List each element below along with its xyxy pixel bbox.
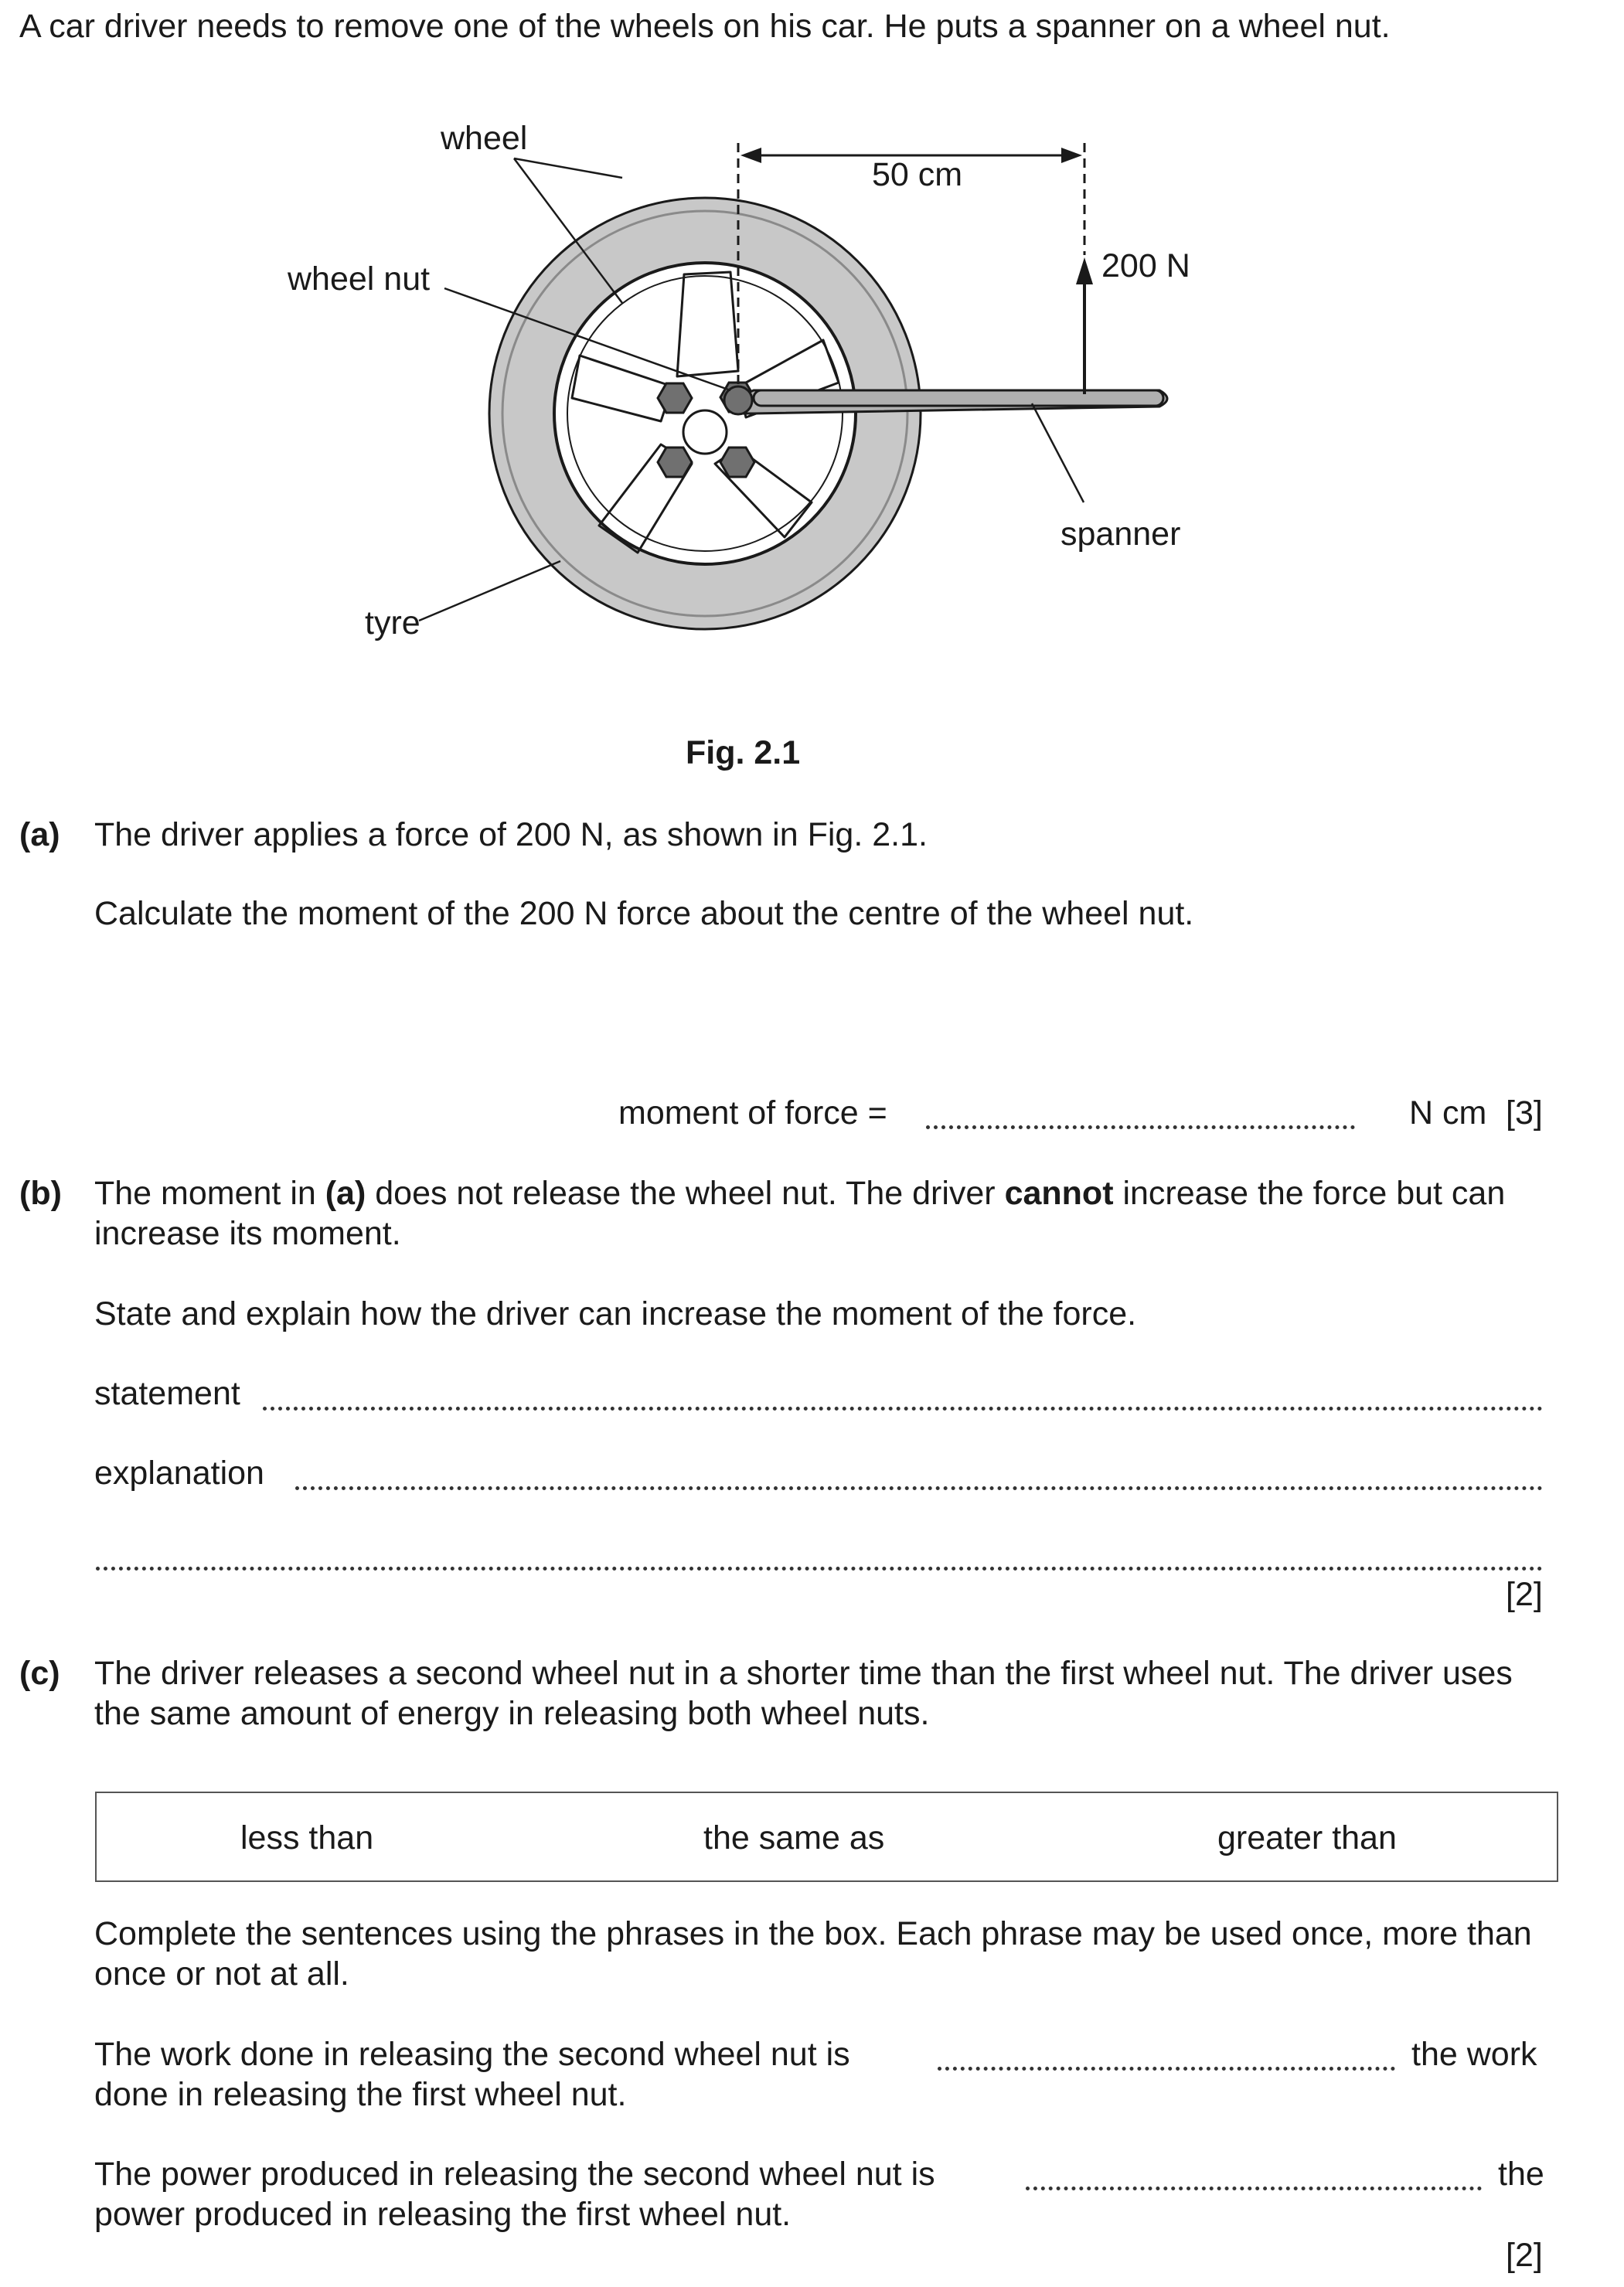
- statement-field[interactable]: [263, 1407, 1543, 1411]
- part-b-marks: [2]: [1506, 1576, 1543, 1613]
- label-wheel-nut: wheel nut: [288, 260, 431, 298]
- part-a-marks: [3]: [1506, 1094, 1543, 1132]
- part-c-intro: The driver releases a second wheel nut in a shorter time than the first wheel nut. The driver uses the same amount of energy in releasing both wheel nuts.: [94, 1655, 1513, 1732]
- phrase-greater-than: greater than: [1217, 1819, 1397, 1856]
- label-distance: 50 cm: [872, 156, 963, 193]
- sentence1-end: the work: [1411, 2036, 1537, 2073]
- part-a-letter: (a): [19, 816, 60, 853]
- explanation-field-line2[interactable]: [96, 1567, 1543, 1571]
- part-b-letter: (b): [19, 1175, 62, 1212]
- hub-center: [683, 410, 727, 454]
- figure-caption: Fig. 2.1: [686, 734, 801, 771]
- label-wheel: wheel: [441, 120, 528, 157]
- sentence2-start: The power produced in releasing the second wheel nut is: [94, 2156, 935, 2193]
- label-tyre: tyre: [365, 604, 420, 642]
- phrase-same-as: the same as: [703, 1819, 885, 1856]
- sentence2-line2: power produced in releasing the first wheel nut.: [94, 2196, 792, 2233]
- part-c-instruction: Complete the sentences using the phrases in the box. Each phrase may be used once, more than once or not at all.: [94, 1915, 1532, 1993]
- wheel-spanner-diagram: [0, 0, 1624, 742]
- sentence1-start: The work done in releasing the second wheel nut is: [94, 2036, 850, 2073]
- sentence1-line2: done in releasing the first wheel nut.: [94, 2076, 627, 2113]
- moment-unit: N cm: [1409, 1094, 1487, 1132]
- part-a-line1: The driver applies a force of 200 N, as shown in Fig. 2.1.: [94, 816, 928, 853]
- intro-text: A car driver needs to remove one of the wheels on his car. He puts a spanner on a wheel nut.: [19, 8, 1391, 45]
- statement-label: statement: [94, 1375, 240, 1412]
- part-c-marks: [2]: [1506, 2237, 1543, 2274]
- moment-answer-label: moment of force =: [618, 1094, 887, 1132]
- part-b-instruction: State and explain how the driver can increase the moment of the force.: [94, 1295, 1137, 1332]
- moment-answer-field[interactable]: [926, 1125, 1355, 1129]
- phrase-less-than: less than: [240, 1819, 374, 1856]
- label-spanner: spanner: [1061, 516, 1181, 553]
- explanation-label: explanation: [94, 1455, 264, 1492]
- sentence2-end: the: [1498, 2156, 1544, 2193]
- part-a-line2: Calculate the moment of the 200 N force about the centre of the wheel nut.: [94, 895, 1194, 932]
- explanation-field[interactable]: [295, 1486, 1543, 1490]
- phrase-box: [95, 1792, 1558, 1882]
- sentence2-answer-field[interactable]: [1026, 2187, 1482, 2190]
- part-b-text: The moment in (a) does not release the wheel nut. The driver cannot increase the force but can increase its moment.: [94, 1175, 1506, 1252]
- part-c-letter: (c): [19, 1655, 60, 1692]
- sentence1-answer-field[interactable]: [938, 2067, 1395, 2071]
- label-force: 200 N: [1101, 247, 1190, 284]
